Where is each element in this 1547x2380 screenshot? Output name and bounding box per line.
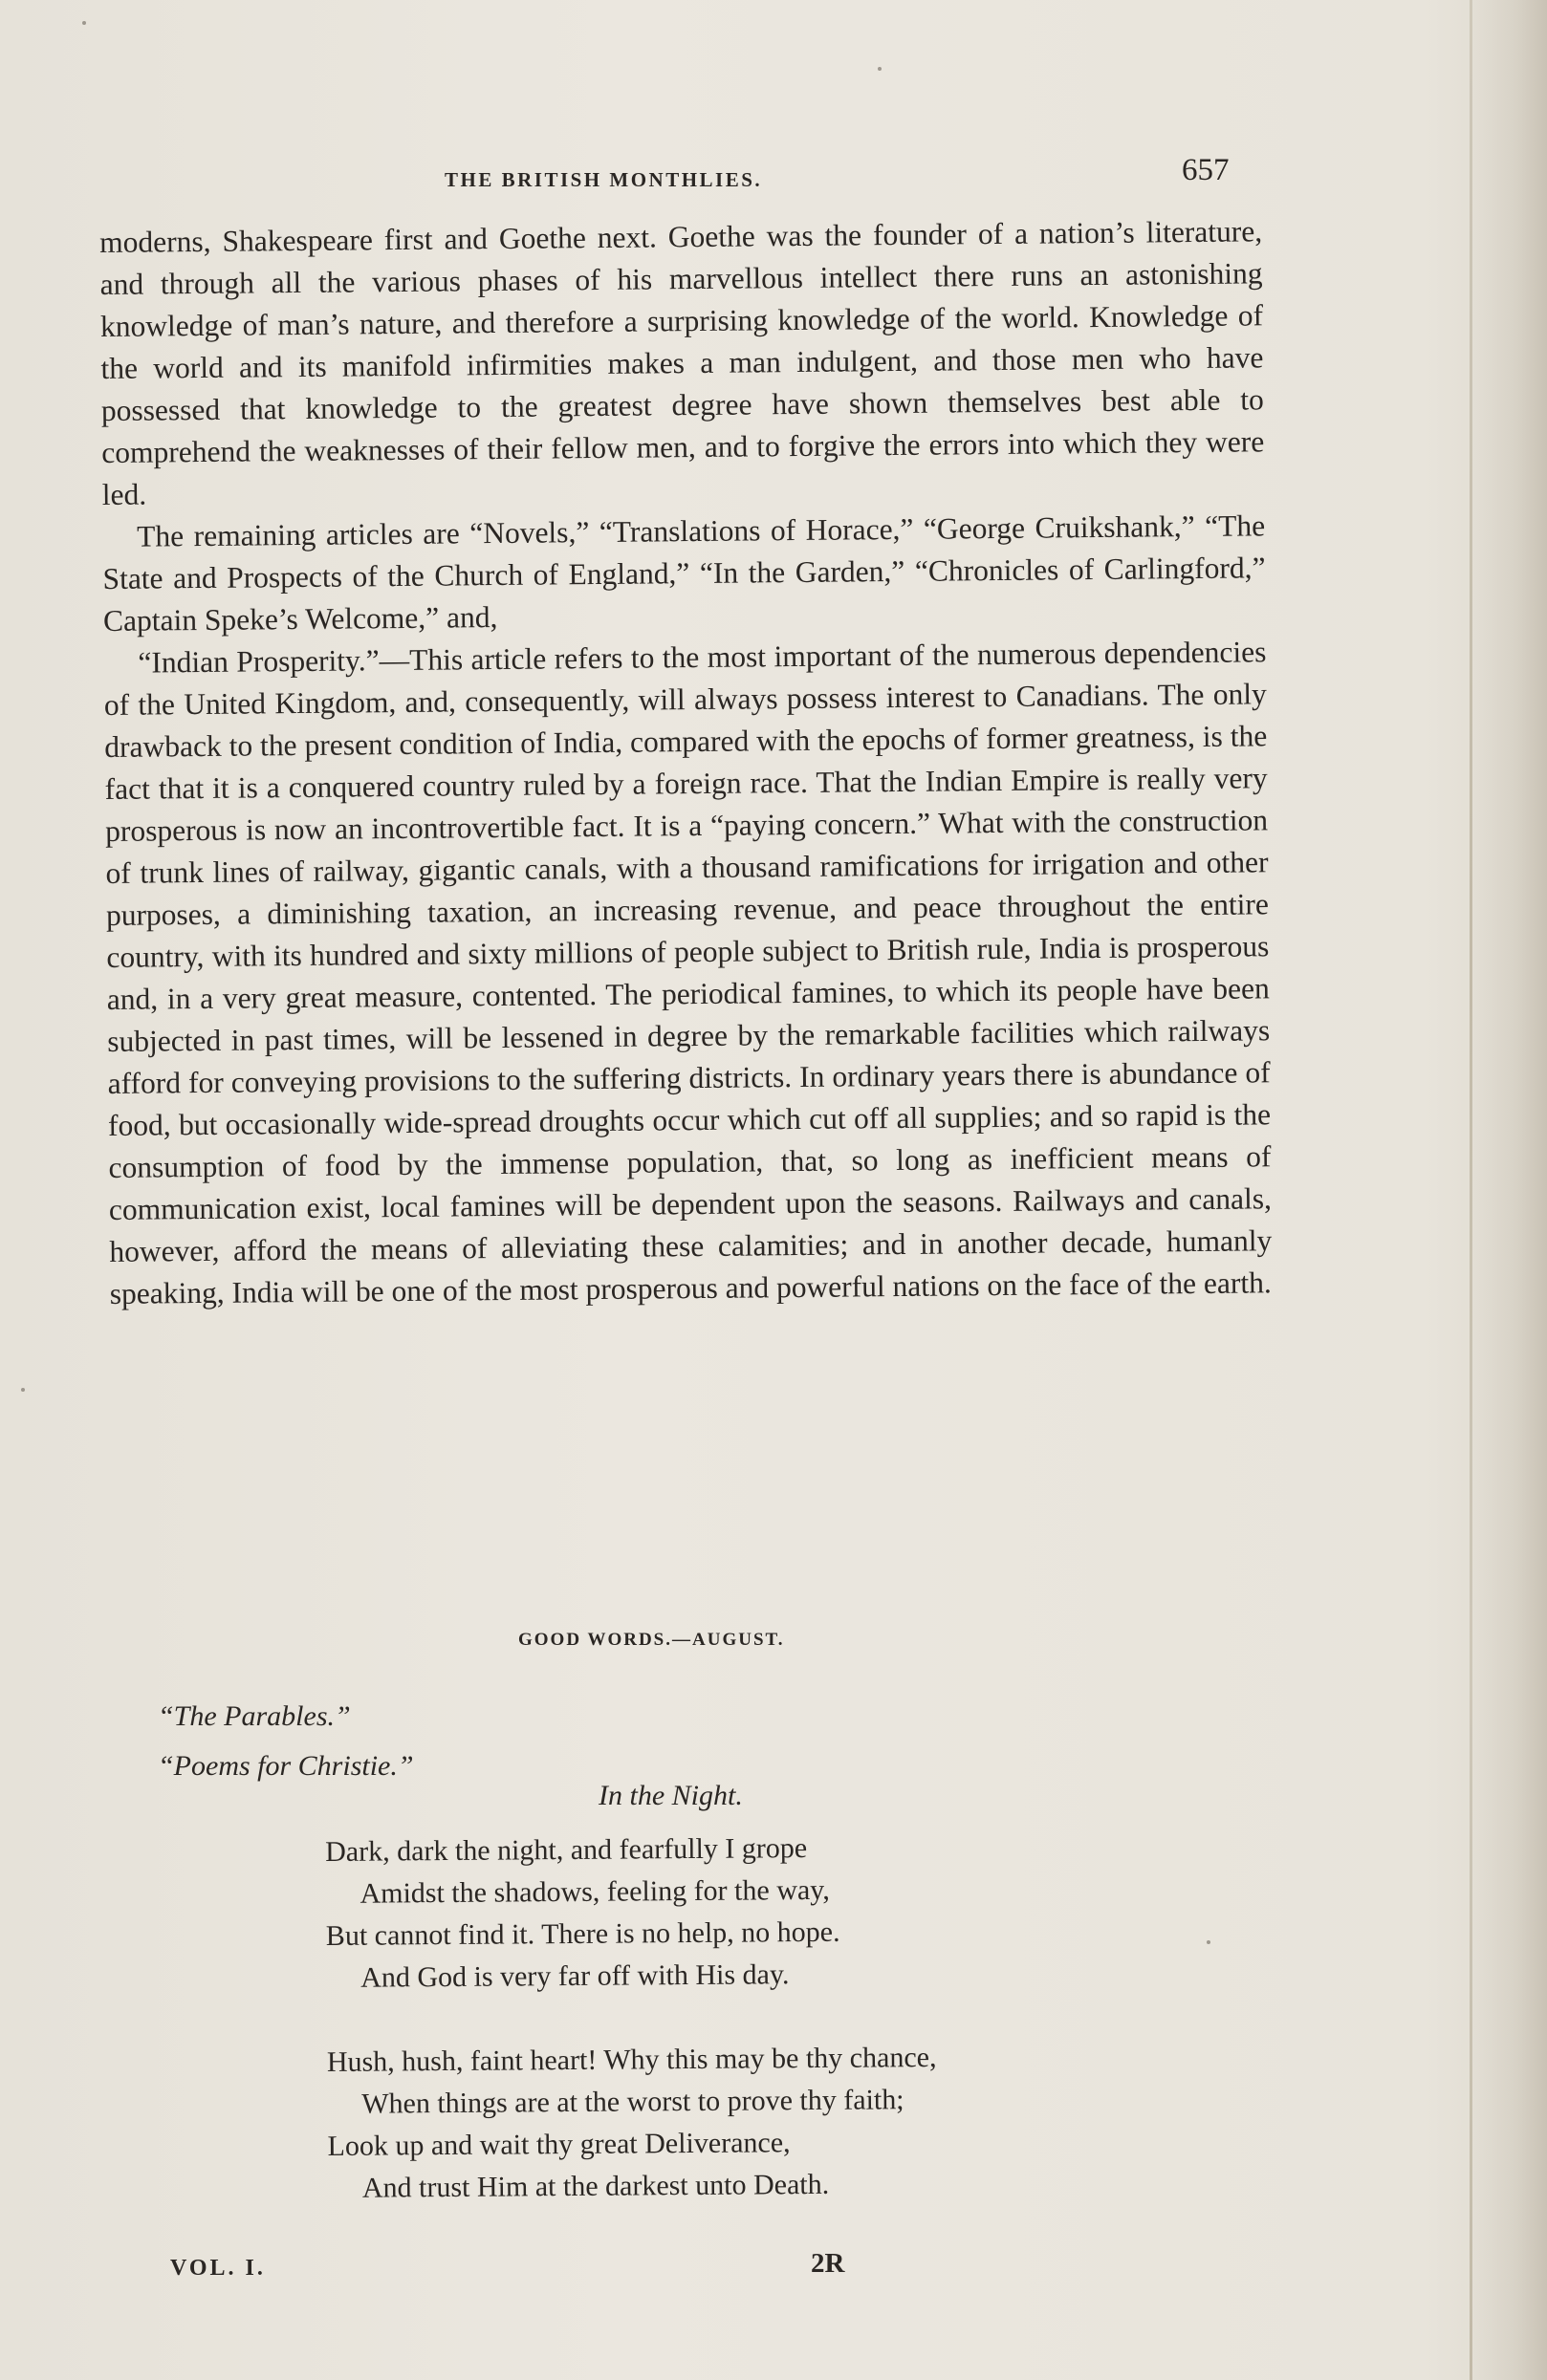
poem-line: Dark, dark the night, and fearfully I grope [325, 1832, 808, 1868]
paper-speck [82, 21, 86, 25]
paper-speck [21, 1388, 25, 1392]
section-heading: GOOD WORDS.—AUGUST. [518, 1630, 785, 1650]
poem-title: In the Night. [599, 1780, 743, 1811]
poem-line: And God is very far off with His day. [360, 1958, 790, 1994]
paper-speck [1207, 1940, 1210, 1944]
poem-stanza [327, 2037, 938, 2210]
poem-line: Look up and wait thy great Deliverance, [327, 2127, 791, 2162]
page-spine-shadow [1471, 0, 1547, 2380]
page-number: 657 [1182, 153, 1230, 187]
poem [325, 1827, 938, 2252]
poem-line: Amidst the shadows, feeling for the way, [360, 1873, 830, 1910]
article-title: “The Parables.” [158, 1700, 351, 1732]
poem-line: Hush, hush, faint heart! Why this may be thy chance, [326, 2041, 937, 2078]
paragraph-indian-prosperity: “Indian Prosperity.”—This article refers to the most important of the numerous dependencies of the United Kingdom, and, consequently, will always possess interest to Canadians. The only drawback to the present condition of India, compared with the epochs of former greatness, is the fact that it is a conquered country ruled by a foreign race. That the Indian Empire is really very prosperous is now an incontrovertible fact. It is a “paying concern.” What with the construction of trunk lines of railway, gigantic canals, with a thousand ramifications for irrigation and other purposes, a diminishing taxation, an increasing revenue, and peace throughout the entire country, with its hundred and sixty millions of people subject to British rule, India is prosperous and, in a very great measure, contented. The periodical famines, to which its people have been subjected in past times, will be lessened in degree by the remarkable facilities which railways afford for conveying provisions to the suffering districts. In ordinary years there is abundance of food, but occasionally wide-spread droughts occur which cut off all supplies; and so rapid is the consumption of food by the immense population, that, so long as inefficient means of communication exist, local famines will be dependent upon the seasons. Railways and canals, however, afford the means of alleviating these calamities; and in another decade, humanly speaking, India will be one of the most prosperous and powerful nations on the face of the earth. [103, 635, 1273, 1310]
article-title-list [158, 1692, 414, 1791]
paragraph-goethe: moderns, Shakespeare first and Goethe next. Goethe was the founder of a nation’s literature, and through all the various phases of his marvellous intellect there runs an astonishing knowledge of man’s nature, and therefore a surprising knowledge of the world. Knowledge of the world and its manifold infirmities makes a man indulgent, and those men who have possessed that knowledge to the greatest degree have shown themselves best able to comprehend the weaknesses of their fellow men, and to forgive the errors into which they were led. [99, 214, 1265, 511]
page-edge [1470, 0, 1472, 2380]
poem-stanza [325, 1827, 936, 2000]
poem-line: But cannot find it. There is no help, no hope. [325, 1915, 840, 1952]
footer-signature: 2R [811, 2248, 845, 2279]
footer-volume: VOL. I. [170, 2256, 266, 2281]
paragraph-remaining-articles: The remaining articles are “Novels,” “Translations of Horace,” “George Cruikshank,” “The State and Prospects of the Church of England,” “In the Garden,” “Chronicles of Carlingford,” Captain Speke’s Welcome,” and, [102, 508, 1266, 638]
running-head: THE BRITISH MONTHLIES. [445, 168, 763, 191]
paper-speck [878, 67, 882, 71]
poem-line: When things are at the worst to prove thy faith; [361, 2084, 904, 2120]
article-title: “Poems for Christie.” [158, 1750, 414, 1782]
poem-line: And trust Him at the darkest unto Death. [361, 2168, 830, 2204]
article-body [99, 210, 1273, 1315]
